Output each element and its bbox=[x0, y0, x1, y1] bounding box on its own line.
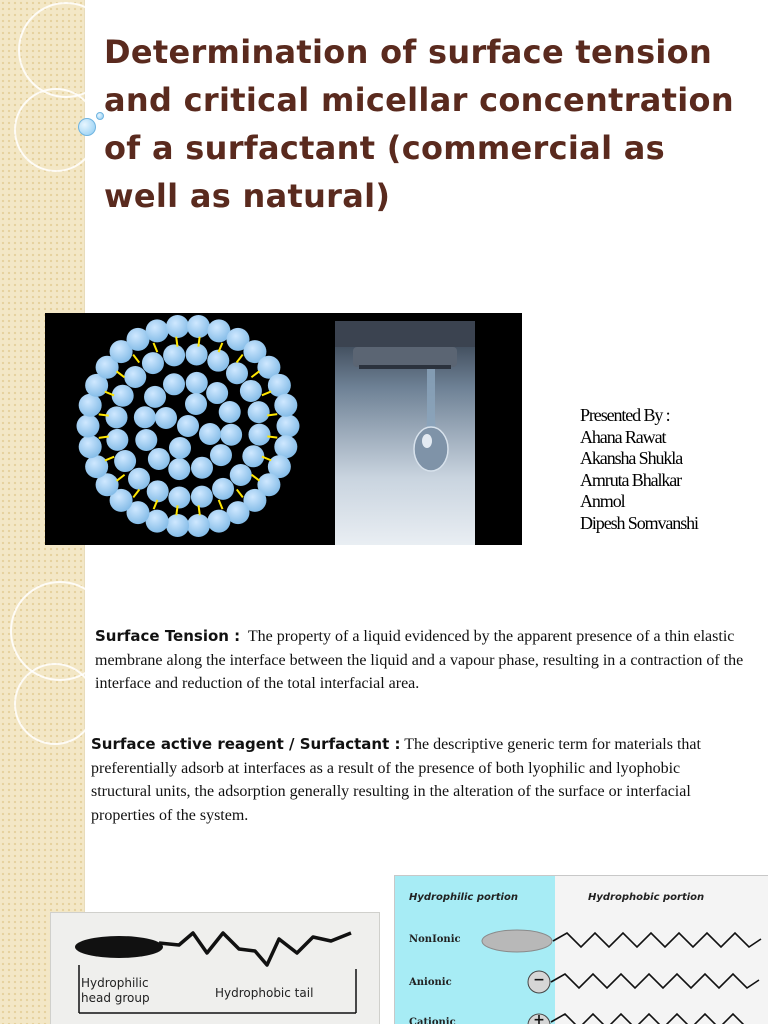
micelle-sphere bbox=[268, 374, 291, 397]
micelle-sphere bbox=[242, 445, 264, 467]
cationic-charge: + bbox=[533, 1012, 545, 1024]
presenter-name: Amruta Bhalkar bbox=[580, 469, 682, 490]
hydrophilic-head-label: Hydrophilic head group bbox=[81, 976, 150, 1005]
micelle-sphere bbox=[186, 372, 208, 394]
surfactant-type-shapes bbox=[395, 876, 768, 1024]
slide-title: Determination of surface tension and critical micellar concentration of a surfactant (commercial as well as natural) bbox=[104, 33, 734, 215]
micelle-sphere bbox=[210, 444, 232, 466]
inward-force-arrow bbox=[105, 457, 114, 461]
micelle-sphere bbox=[147, 480, 169, 502]
micelle-sphere bbox=[163, 373, 185, 395]
micelle-sphere bbox=[207, 510, 230, 533]
micelle-sphere bbox=[185, 393, 207, 415]
micelle-sphere bbox=[207, 350, 229, 372]
surface-tension-definition bbox=[95, 625, 755, 696]
micelle-sphere bbox=[142, 352, 164, 374]
micelle-sphere bbox=[128, 468, 150, 490]
micelle-sphere bbox=[277, 415, 300, 438]
presenter-name: Akansha Shukla bbox=[580, 448, 683, 468]
surfactant-types-diagram bbox=[394, 875, 768, 1024]
micelle-sphere bbox=[248, 401, 270, 423]
hydrophilic-portion-header: Hydrophilic portion bbox=[409, 892, 518, 903]
micelle-sphere bbox=[274, 394, 297, 417]
micelle-sphere bbox=[191, 457, 213, 479]
micelle-sphere bbox=[240, 380, 262, 402]
micelle-sphere bbox=[230, 464, 252, 486]
micelle-sphere bbox=[135, 429, 157, 451]
hydrophobic-portion-header: Hydrophobic portion bbox=[588, 892, 705, 903]
micelle-sphere bbox=[77, 415, 100, 438]
micelle-sphere bbox=[226, 362, 248, 384]
micelle-sphere bbox=[166, 514, 189, 537]
micelle-sphere bbox=[146, 319, 169, 342]
surfactant-definition bbox=[91, 733, 741, 827]
decorative-ring bbox=[14, 663, 96, 745]
inward-force-arrow bbox=[237, 489, 243, 497]
inward-force-arrow bbox=[251, 371, 259, 377]
inward-force-arrow bbox=[252, 475, 260, 481]
micelle-sphere bbox=[169, 437, 191, 459]
definitions-slide bbox=[0, 577, 768, 1024]
anionic-label: Anionic bbox=[409, 977, 452, 988]
micelle-sphere bbox=[155, 407, 177, 429]
micelle-sphere bbox=[199, 423, 221, 445]
inward-force-arrow bbox=[176, 505, 177, 515]
inward-force-arrow bbox=[133, 355, 139, 363]
micelle-sphere bbox=[85, 455, 108, 478]
decorative-bubble bbox=[78, 118, 96, 136]
inward-force-arrow bbox=[219, 500, 223, 509]
micelle-sphere bbox=[106, 406, 128, 428]
nonionic-label: NonIonic bbox=[409, 934, 461, 945]
micelle-sphere bbox=[219, 401, 241, 423]
micelle-sphere bbox=[274, 435, 297, 458]
inward-force-arrow bbox=[117, 475, 125, 481]
presenters-heading: Presented By : bbox=[580, 405, 670, 425]
micelle-sphere bbox=[168, 458, 190, 480]
micelle-sphere bbox=[212, 478, 234, 500]
decorative-bubble bbox=[96, 112, 104, 120]
micelle-sphere bbox=[187, 315, 210, 338]
cationic-label: Cationic bbox=[409, 1017, 456, 1024]
inward-force-arrow bbox=[117, 371, 125, 377]
micelle-sphere bbox=[166, 315, 189, 338]
hydrophobic-tail-label: Hydrophobic tail bbox=[215, 986, 314, 1000]
surface-tension-text: The property of a liquid evidenced by the apparent presence of a thin elastic membrane along the interface between the liquid and a vapour phase, resulting in a contraction of the interface and reduction of the total interfacial area. bbox=[95, 628, 744, 692]
inward-force-arrow bbox=[133, 490, 139, 498]
micelle-sphere bbox=[177, 415, 199, 437]
micelle-and-droplet-image bbox=[45, 313, 522, 545]
micelle-sphere bbox=[79, 394, 102, 417]
inward-force-arrow bbox=[267, 414, 277, 415]
micelle-sphere bbox=[168, 486, 190, 508]
micelle-sphere bbox=[163, 344, 185, 366]
micelle-sphere bbox=[220, 424, 242, 446]
micelle-sphere bbox=[134, 406, 156, 428]
inward-force-arrow bbox=[99, 414, 109, 415]
micelle-sphere bbox=[248, 424, 270, 446]
inward-force-arrow bbox=[267, 436, 277, 437]
faucet-droplet-photo bbox=[335, 321, 475, 545]
micelle-sphere bbox=[148, 448, 170, 470]
micelle-sphere bbox=[144, 386, 166, 408]
surfactant-molecule-diagram bbox=[50, 912, 380, 1024]
inward-force-arrow bbox=[199, 505, 200, 515]
inward-force-arrow bbox=[176, 337, 177, 347]
presenters-block bbox=[580, 405, 760, 534]
micelle-sphere bbox=[106, 429, 128, 451]
inward-force-arrow bbox=[99, 437, 109, 438]
micelle-sphere bbox=[186, 344, 208, 366]
decorative-ring bbox=[18, 2, 114, 98]
micelle-sphere bbox=[124, 366, 146, 388]
micelle-sphere bbox=[114, 450, 136, 472]
presenter-name: Ahana Rawat bbox=[580, 426, 666, 447]
presenter-name: Dipesh Somvanshi bbox=[580, 512, 698, 533]
surfactant-term: Surface active reagent / Surfactant : bbox=[91, 735, 401, 753]
micelle-sphere bbox=[206, 382, 228, 404]
surface-tension-term: Surface Tension : bbox=[95, 627, 241, 645]
surfactant-text: The descriptive generic term for materials that preferentially adsorb at interfaces as a result of the presence of both lyophilic and lyophobic structural units, the adsorption generally resulting in the alteration of the surface or interfacial properties of the system. bbox=[91, 736, 701, 824]
micelle-sphere bbox=[191, 486, 213, 508]
anionic-charge: − bbox=[533, 972, 545, 988]
micelle-sphere bbox=[79, 435, 102, 458]
micelle-sphere bbox=[187, 514, 210, 537]
inward-force-arrow bbox=[153, 343, 157, 352]
inward-force-arrow bbox=[262, 391, 271, 395]
micelle-sphere bbox=[112, 385, 134, 407]
micelle-illustration bbox=[45, 313, 335, 545]
inward-force-arrow bbox=[198, 337, 199, 347]
inward-force-arrow bbox=[237, 355, 243, 363]
presenter-name: Anmol bbox=[580, 491, 625, 511]
